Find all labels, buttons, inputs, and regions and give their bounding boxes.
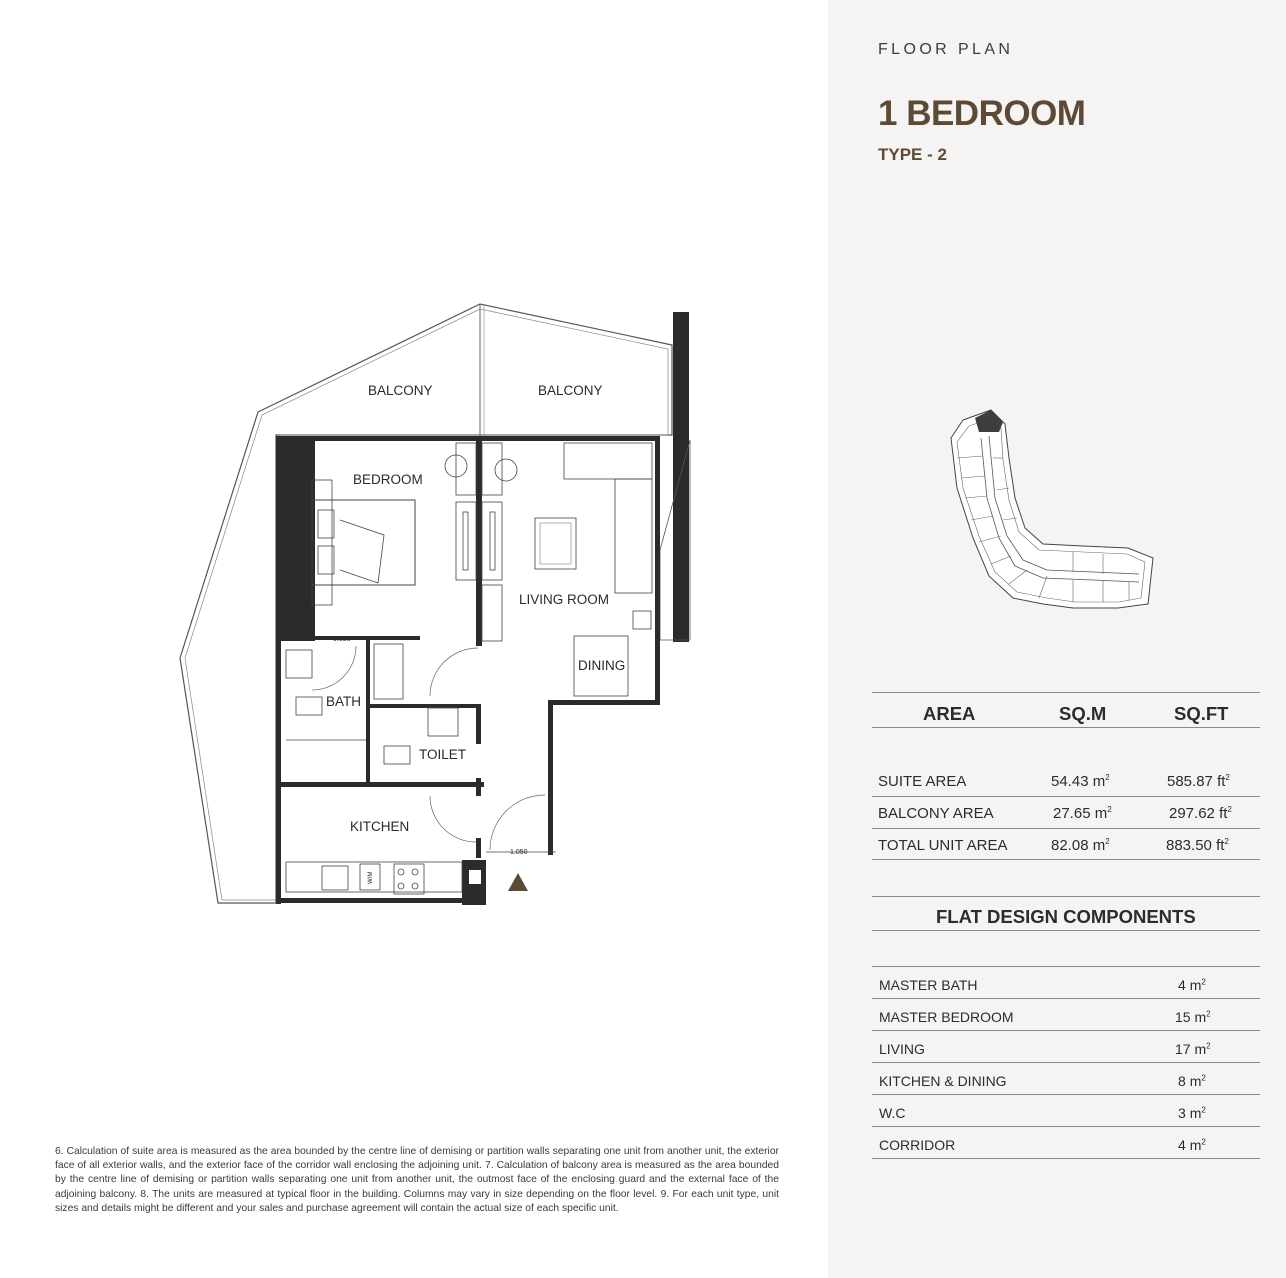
dimension-entry: 1.050	[510, 849, 528, 856]
sink	[322, 866, 348, 890]
exterior-column	[673, 312, 689, 642]
label-kitchen: KITCHEN	[350, 819, 410, 834]
sofa	[564, 443, 652, 479]
label-balcony-right: BALCONY	[538, 383, 603, 398]
component-value: 3 $m^2$	[1178, 1105, 1206, 1121]
area-row-label: TOTAL UNIT AREA	[878, 837, 1008, 854]
wardrobe	[482, 502, 502, 580]
area-row-sqm: 27.65 $m^2$	[1053, 805, 1112, 822]
wardrobe	[456, 502, 476, 580]
area-row-sqm: 54.43 $m^2$	[1051, 773, 1110, 790]
label-toilet: TOILET	[419, 747, 467, 762]
entry-door-swing	[490, 795, 545, 850]
bed	[312, 500, 415, 585]
label-bedroom: BEDROOM	[353, 472, 423, 487]
dimension-top: 0.850	[333, 636, 351, 643]
area-row-sqm: 82.08 $m^2$	[1051, 837, 1110, 854]
component-label: MASTER BATH	[879, 977, 978, 993]
linen-cabinet	[374, 644, 403, 699]
disclaimer-text: 6. Calculation of suite area is measured as the area bounded by the centre line of demising or partition walls separating one unit from another unit, the exterior face of all exterior walls, and the exterior face of the corridor wall enclosing the adjoining unit. 7. Calculation of balcony area is measured as the area bounded by the centre line of demising or partition walls separating one unit from another unit, the outmost face of the enclosing guard and the external face of the adjoining balcony. 8. The units are measured at typical floor in the building. Columns may vary in size depending on the floor level. 9. For each unit type, unit sizes and details might be different and your sales and purchase agreement will contain the actual size of each specific unit.	[55, 1146, 779, 1214]
cooktop	[394, 864, 424, 894]
components-title: FLAT DESIGN COMPONENTS	[936, 906, 1196, 927]
washbasin	[286, 650, 312, 678]
component-value: 17 $m^2$	[1175, 1041, 1211, 1057]
area-header-sqm: SQ.M	[1059, 703, 1107, 724]
component-value: 4 $m^2$	[1178, 1137, 1206, 1153]
eyebrow-label: FLOOR PLAN	[878, 41, 1014, 58]
kitchen-counter	[286, 862, 462, 892]
unit-title: 1 BEDROOM	[878, 94, 1086, 133]
chair	[495, 459, 517, 481]
component-label: CORRIDOR	[879, 1137, 956, 1153]
component-label: W.C	[879, 1105, 906, 1121]
sofa	[615, 479, 652, 593]
door-swing	[430, 796, 476, 842]
component-value: 4 $m^2$	[1178, 977, 1206, 993]
info-panel	[828, 0, 1286, 1278]
component-value: 15 $m^2$	[1175, 1009, 1211, 1025]
wc	[296, 697, 322, 715]
door-swing	[312, 646, 356, 690]
key-plan-map	[943, 398, 1158, 613]
area-row-sqft: 585.87 $ft^2$	[1167, 773, 1230, 790]
area-row-sqft: 883.50 $ft^2$	[1166, 837, 1229, 854]
area-row-label: BALCONY AREA	[878, 805, 994, 822]
toilet-wc	[384, 746, 410, 764]
area-row-label: SUITE AREA	[878, 773, 967, 790]
area-row-sqft: 297.62 $ft^2$	[1169, 805, 1232, 822]
desk	[482, 443, 502, 495]
label-bath: BATH	[326, 694, 362, 709]
component-label: LIVING	[879, 1041, 925, 1057]
components-table	[872, 896, 1260, 1161]
coffee-table	[535, 518, 576, 569]
component-value: 8 $m^2$	[1178, 1073, 1206, 1089]
label-balcony-left: BALCONY	[368, 383, 433, 398]
unit-type: TYPE - 2	[878, 145, 947, 164]
area-table	[872, 692, 1260, 867]
triangle-north-arrow-icon	[508, 873, 528, 891]
label-living-room: LIVING ROOM	[519, 592, 610, 607]
label-dining: DINING	[578, 658, 626, 673]
area-header-area: AREA	[923, 703, 976, 724]
label-washing-machine: W/M	[368, 871, 374, 884]
desk	[456, 443, 476, 495]
unit-highlight	[975, 410, 1003, 432]
toilet-basin	[428, 708, 458, 736]
area-header-sqft: SQ.FT	[1174, 703, 1229, 724]
component-label: MASTER BEDROOM	[879, 1009, 1014, 1025]
component-label: KITCHEN & DINING	[879, 1073, 1007, 1089]
door-swing	[430, 648, 478, 696]
